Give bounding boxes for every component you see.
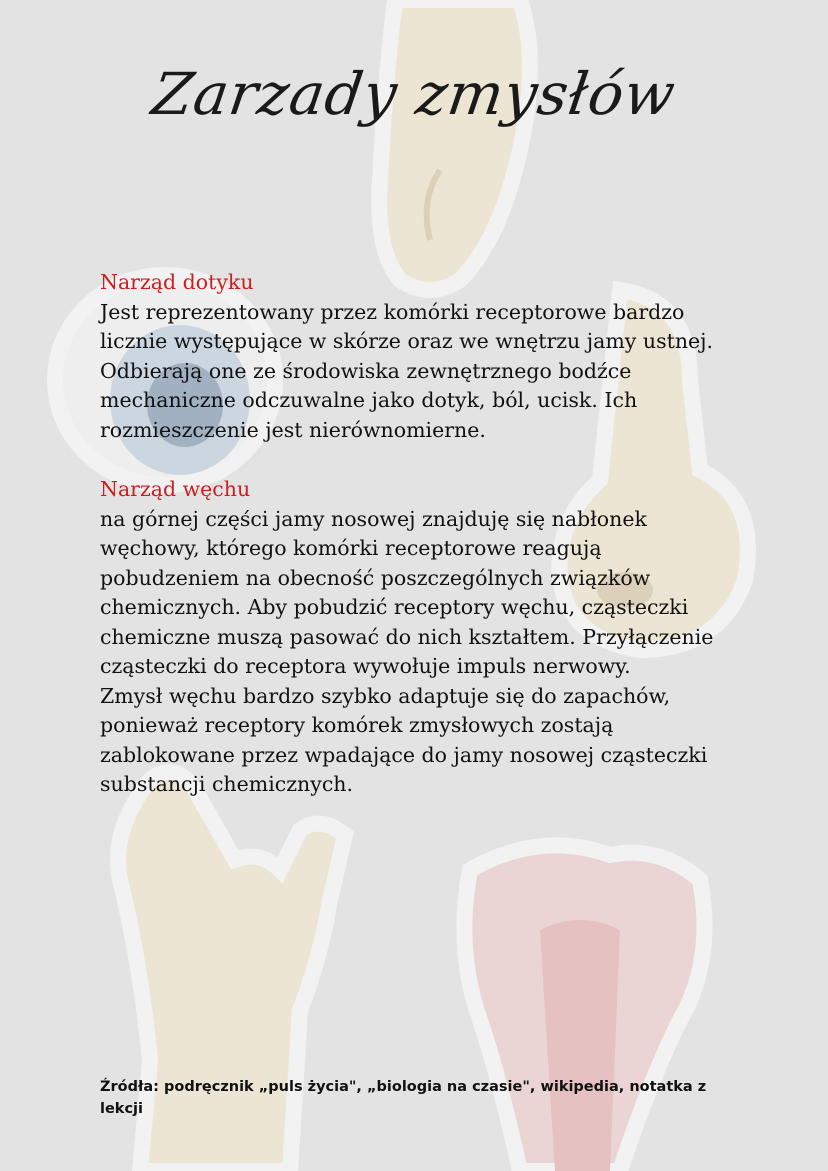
section-spacer (100, 445, 760, 475)
mouth-illustration (464, 845, 704, 1171)
section-touch (100, 268, 760, 445)
sources-note: Źródła: podręcznik „puls życia", „biologia na czasie", wikipedia, notatka z lekcji (100, 1079, 707, 1117)
section-smell (100, 475, 760, 800)
section-heading-smell: Narząd węchu (100, 477, 251, 501)
section-heading-touch: Narząd dotyku (100, 270, 254, 294)
section-text-touch: Jest reprezentowany przez komórki receptorowe bardzo licznie występujące w skórze oraz we wnętrzu jamy ustnej. Odbierają one ze środowiska zewnętrznego bodźce mechaniczne odczuwalne jako dotyk, ból, ucisk. Ich rozmieszczenie jest nierównomierne. (100, 299, 714, 442)
main-content (100, 268, 760, 800)
ear-illustration (379, 0, 530, 290)
page-title: Zarzady zmysłów (147, 60, 681, 128)
section-text-smell: na górnej części jamy nosowej znajduję się nabłonek węchowy, którego komórki receptorowe reagują pobudzeniem na obecność poszczególnych związków chemicznych. Aby pobudzić receptory węchu, cząsteczki chemiczne muszą pasować do nich kształtem. Przyłączenie cząsteczki do receptora wywołuje impuls nerwowy. Zmysł węchu bardzo szybko adaptuje się do zapachów, ponieważ receptory komórek zmysłowych zostają zablokowane przez wpadające do jamy nosowej cząsteczki substancji chemicznych. (100, 506, 714, 796)
